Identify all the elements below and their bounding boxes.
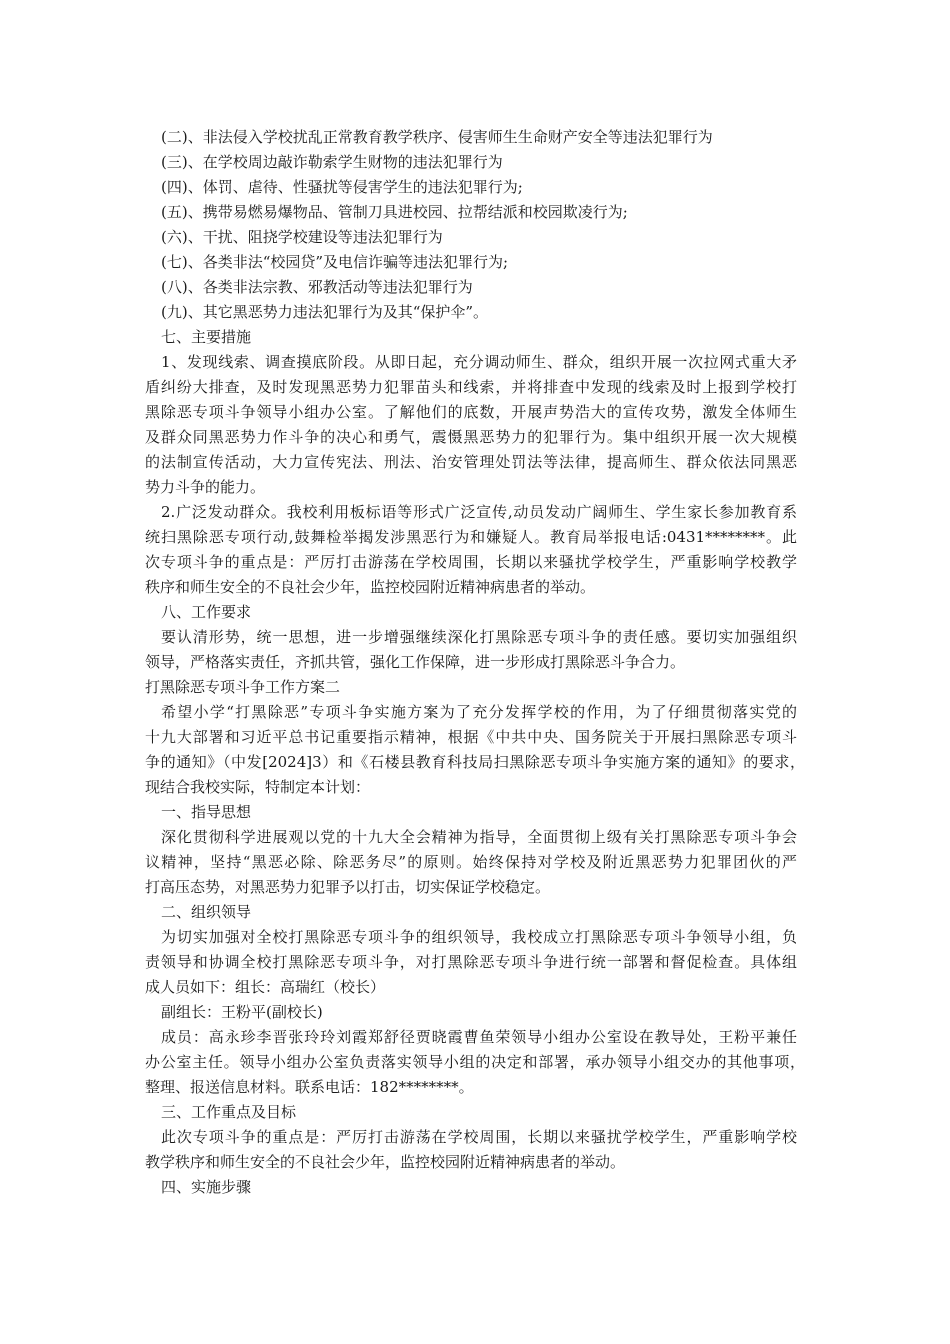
paragraph-line: 整理、报送信息材料。联系电话：182********。 xyxy=(145,1078,474,1096)
document-subtitle: 打黑除恶专项斗争工作方案二 xyxy=(145,678,341,696)
paragraph-line: 的法制宣传活动，大力宣传宪法、刑法、治安管理处罚法等法律，提高师生、群众依法同黑恶 xyxy=(145,453,797,471)
paragraph-line: 此次专项斗争的重点是：严厉打击游荡在学校周围，长期以来骚扰学校学生，严重影响学校 xyxy=(161,1128,797,1146)
list-item-3: (三)、在学校周边敲诈勒索学生财物的违法犯罪行为 xyxy=(161,153,503,171)
paragraph-line: 副组长：王粉平(副校长) xyxy=(161,1003,323,1021)
paragraph-line: 势力斗争的能力。 xyxy=(145,478,266,496)
section-heading-3: 三、工作重点及目标 xyxy=(161,1103,297,1121)
paragraph-line: 议精神，坚持“黑恶必除、除恶务尽”的原则。始终保持对学校及附近黑恶势力犯罪团伙的严 xyxy=(145,853,797,871)
section-heading-2: 二、组织领导 xyxy=(161,903,252,921)
paragraph-line: 责领导和协调全校打黑除恶专项斗争，对打黑除恶专项斗争进行统一部署和督促检查。具体组 xyxy=(145,953,797,971)
list-item-7: (七)、各类非法“校园贷”及电信诈骗等违法犯罪行为; xyxy=(161,253,509,271)
paragraph-line: 十九大部署和习近平总书记重要指示精神，根据《中共中央、国务院关于开展扫黑除恶专项斗 xyxy=(145,728,797,746)
paragraph-line: 统扫黑除恶专项行动,鼓舞检举揭发涉黑恶行为和嫌疑人。教育局举报电话:0431********。此 xyxy=(145,528,797,546)
section-heading-4: 四、实施步骤 xyxy=(161,1178,252,1196)
list-item-8: (八)、各类非法宗教、邪教活动等违法犯罪行为 xyxy=(161,278,473,296)
paragraph-line: 领导，严格落实责任，齐抓共管，强化工作保障，进一步形成打黑除恶斗争合力。 xyxy=(145,653,686,671)
section-heading-7: 七、主要措施 xyxy=(161,328,252,346)
paragraph-line: 成员：高永珍李晋张玲玲刘霞郑舒径贾晓霞曹鱼荣领导小组办公室设在教导处，王粉平兼任 xyxy=(161,1028,797,1046)
paragraph-line: 要认清形势，统一思想，进一步增强继续深化打黑除恶专项斗争的责任感。要切实加强组织 xyxy=(161,628,797,646)
paragraph-line: 深化贯彻科学进展观以党的十九大全会精神为指导，全面贯彻上级有关打黑除恶专项斗争会 xyxy=(161,828,797,846)
paragraph-line: 1、发现线索、调查摸底阶段。从即日起，充分调动师生、群众，组织开展一次拉网式重大矛 xyxy=(161,353,797,371)
section-heading-1: 一、指导思想 xyxy=(161,803,252,821)
paragraph-line: 为切实加强对全校打黑除恶专项斗争的组织领导，我校成立打黑除恶专项斗争领导小组，负 xyxy=(161,928,797,946)
list-item-4: (四)、体罚、虐待、性骚扰等侵害学生的违法犯罪行为; xyxy=(161,178,523,196)
paragraph-line: 办公室主任。领导小组办公室负责落实领导小组的决定和部署，承办领导小组交办的其他事项， xyxy=(145,1053,805,1071)
paragraph-line: 希望小学“打黑除恶”专项斗争实施方案为了充分发挥学校的作用，为了仔细贯彻落实党的 xyxy=(161,703,797,721)
list-item-9: (九)、其它黑恶势力违法犯罪行为及其“保护伞”。 xyxy=(161,303,489,321)
paragraph-line: 黑除恶专项斗争领导小组办公室。了解他们的底数，开展声势浩大的宣传攻势，激发全体师生 xyxy=(145,403,797,421)
paragraph-line: 现结合我校实际，特制定本计划： xyxy=(145,778,371,796)
list-item-2: (二)、非法侵入学校扰乱正常教育教学秩序、侵害师生生命财产安全等违法犯罪行为 xyxy=(161,128,713,146)
paragraph-line: 次专项斗争的重点是：严厉打击游荡在学校周围，长期以来骚扰学校学生，严重影响学校教学 xyxy=(145,553,797,571)
list-item-5: (五)、携带易燃易爆物品、管制刀具进校园、拉帮结派和校园欺凌行为; xyxy=(161,203,628,221)
paragraph-line: 秩序和师生安全的不良社会少年，监控校园附近精神病患者的举动。 xyxy=(145,578,596,596)
paragraph-line: 2.广泛发动群众。我校利用板标语等形式广泛宣传,动员发动广阔师生、学生家长参加教育系 xyxy=(161,503,797,521)
paragraph-line: 盾纠纷大排查，及时发现黑恶势力犯罪苗头和线索，并将排查中发现的线索及时上报到学校打 xyxy=(145,378,797,396)
paragraph-line: 教学秩序和师生安全的不良社会少年，监控校园附近精神病患者的举动。 xyxy=(145,1153,626,1171)
section-heading-8: 八、工作要求 xyxy=(161,603,252,621)
paragraph-line: 及群众同黑恶势力作斗争的决心和勇气，震慑黑恶势力的犯罪行为。集中组织开展一次大规模 xyxy=(145,428,797,446)
list-item-6: (六)、干扰、阻挠学校建设等违法犯罪行为 xyxy=(161,228,443,246)
paragraph-line: 成人员如下：组长：高瑞红（校长） xyxy=(145,978,386,996)
paragraph-line: 打高压态势，对黑恶势力犯罪予以打击，切实保证学校稳定。 xyxy=(145,878,551,896)
paragraph-line: 争的通知》（中发[2024]3）和《石楼县教育科技局扫黑除恶专项斗争实施方案的通知》的要求， xyxy=(145,753,805,771)
